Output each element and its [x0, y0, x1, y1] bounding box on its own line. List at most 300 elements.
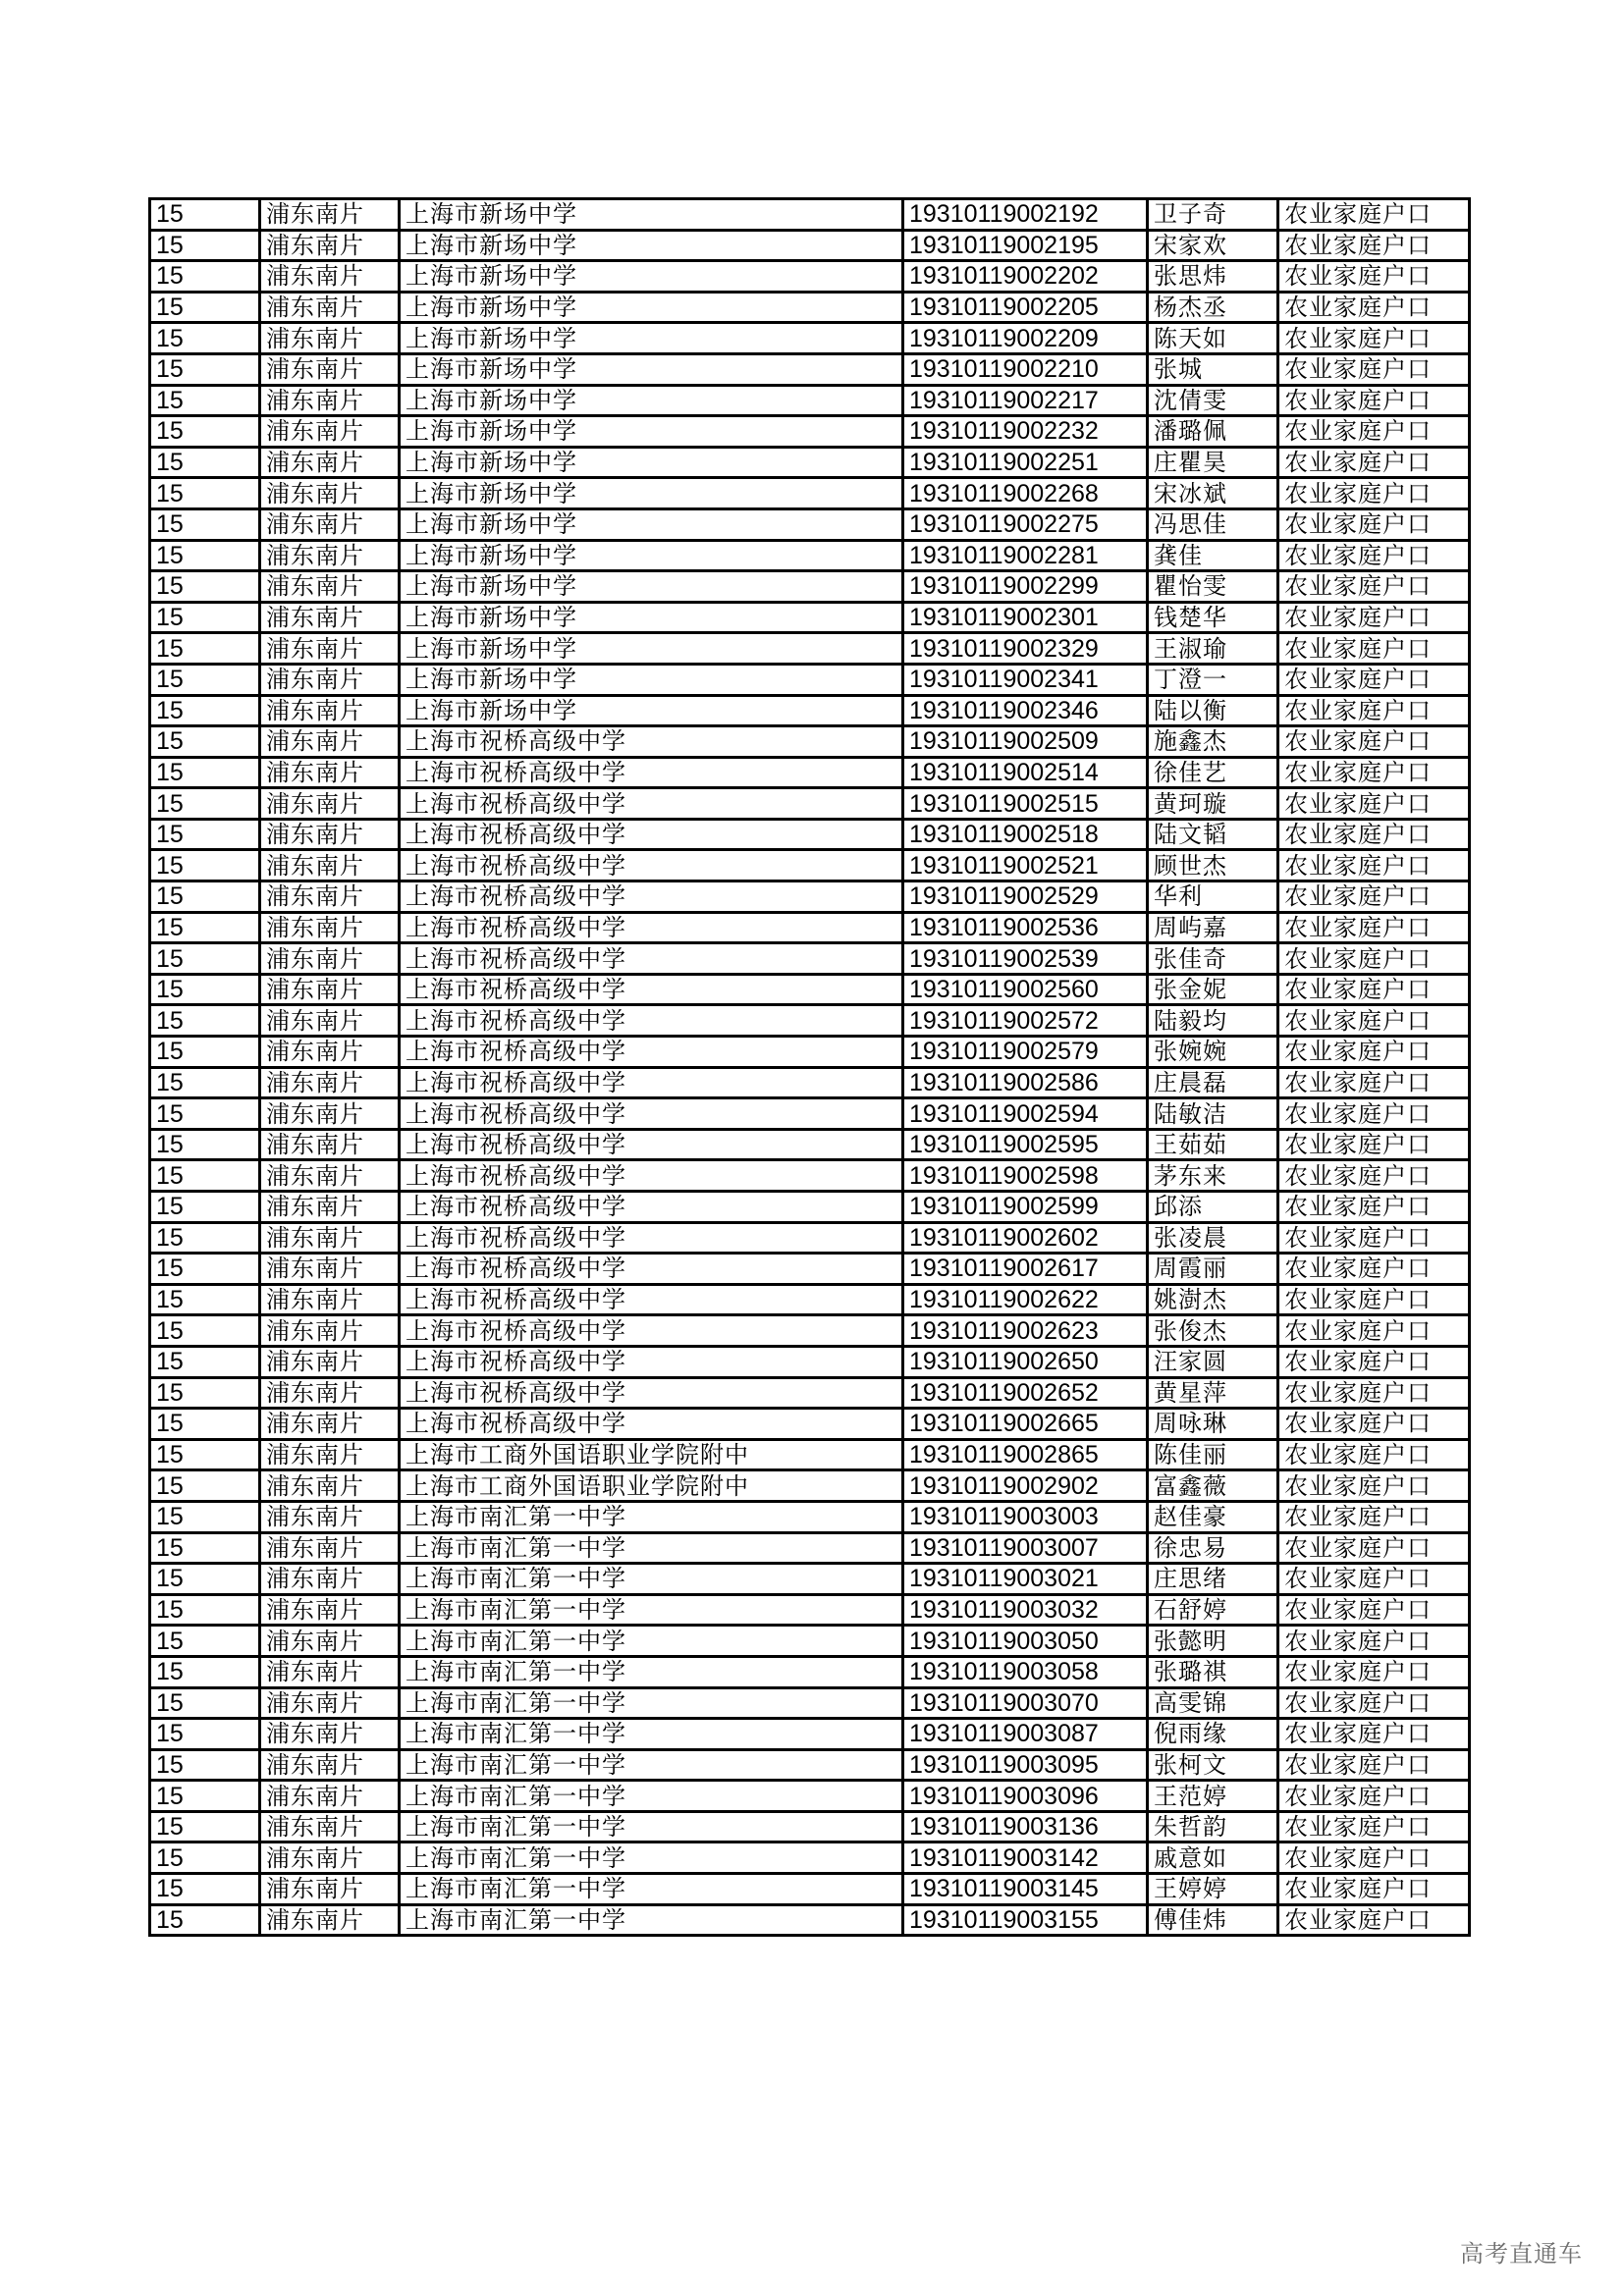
registration-number-cell: 19310119002281	[903, 540, 1148, 571]
district-code-cell: 15	[150, 416, 260, 448]
household-type-cell: 农业家庭户口	[1278, 1222, 1470, 1254]
registration-number-cell: 19310119002518	[903, 819, 1148, 850]
district-code-cell: 15	[150, 508, 260, 540]
district-code-cell: 15	[150, 261, 260, 293]
school-cell: 上海市祝桥高级中学	[400, 819, 903, 850]
registration-number-cell: 19310119002341	[903, 664, 1148, 695]
area-cell: 浦东南片	[260, 571, 400, 603]
household-type-cell: 农业家庭户口	[1278, 1874, 1470, 1905]
school-cell: 上海市祝桥高级中学	[400, 1284, 903, 1315]
household-type-cell: 农业家庭户口	[1278, 292, 1470, 323]
district-code-cell: 15	[150, 726, 260, 758]
area-cell: 浦东南片	[260, 602, 400, 633]
school-cell: 上海市新场中学	[400, 416, 903, 448]
area-cell: 浦东南片	[260, 1687, 400, 1719]
registration-number-cell: 19310119002217	[903, 385, 1148, 416]
registration-number-cell: 19310119002579	[903, 1037, 1148, 1068]
student-name-cell: 徐忠易	[1148, 1532, 1278, 1564]
household-type-cell: 农业家庭户口	[1278, 1160, 1470, 1192]
school-cell: 上海市新场中学	[400, 540, 903, 571]
registration-number-cell: 19310119003007	[903, 1532, 1148, 1564]
household-type-cell: 农业家庭户口	[1278, 230, 1470, 261]
area-cell: 浦东南片	[260, 1842, 400, 1874]
student-name-cell: 陆毅均	[1148, 1005, 1278, 1037]
table-row	[150, 1254, 1470, 1285]
school-cell: 上海市新场中学	[400, 508, 903, 540]
district-code-cell: 15	[150, 1842, 260, 1874]
registration-number-cell: 19310119003136	[903, 1811, 1148, 1842]
district-code-cell: 15	[150, 1904, 260, 1936]
table-row	[150, 1626, 1470, 1657]
household-type-cell: 农业家庭户口	[1278, 478, 1470, 509]
school-cell: 上海市南汇第一中学	[400, 1781, 903, 1812]
school-cell: 上海市祝桥高级中学	[400, 1005, 903, 1037]
school-cell: 上海市祝桥高级中学	[400, 974, 903, 1005]
registration-number-cell: 19310119003142	[903, 1842, 1148, 1874]
district-code-cell: 15	[150, 881, 260, 913]
registration-number-cell: 19310119003145	[903, 1874, 1148, 1905]
student-name-cell: 杨杰丞	[1148, 292, 1278, 323]
registration-number-cell: 19310119003032	[903, 1594, 1148, 1626]
school-cell: 上海市南汇第一中学	[400, 1501, 903, 1532]
household-type-cell: 农业家庭户口	[1278, 1781, 1470, 1812]
district-code-cell: 15	[150, 602, 260, 633]
student-name-cell: 周咏琳	[1148, 1409, 1278, 1440]
student-name-cell: 汪家圆	[1148, 1346, 1278, 1377]
area-cell: 浦东南片	[260, 881, 400, 913]
student-name-cell: 沈倩雯	[1148, 385, 1278, 416]
district-code-cell: 15	[150, 974, 260, 1005]
district-code-cell: 15	[150, 1160, 260, 1192]
table-row	[150, 1874, 1470, 1905]
school-cell: 上海市祝桥高级中学	[400, 1192, 903, 1223]
household-type-cell: 农业家庭户口	[1278, 912, 1470, 943]
district-code-cell: 15	[150, 199, 260, 231]
school-cell: 上海市南汇第一中学	[400, 1656, 903, 1687]
registration-number-cell: 19310119002268	[903, 478, 1148, 509]
district-code-cell: 15	[150, 1811, 260, 1842]
registration-number-cell: 19310119003058	[903, 1656, 1148, 1687]
student-name-cell: 张城	[1148, 353, 1278, 385]
table-row	[150, 1315, 1470, 1347]
area-cell: 浦东南片	[260, 1409, 400, 1440]
household-type-cell: 农业家庭户口	[1278, 1656, 1470, 1687]
area-cell: 浦东南片	[260, 1564, 400, 1595]
school-cell: 上海市祝桥高级中学	[400, 943, 903, 975]
registration-number-cell: 19310119003095	[903, 1749, 1148, 1781]
student-name-cell: 张思炜	[1148, 261, 1278, 293]
district-code-cell: 15	[150, 1067, 260, 1098]
table-row	[150, 1160, 1470, 1192]
household-type-cell: 农业家庭户口	[1278, 1129, 1470, 1160]
registration-number-cell: 19310119002192	[903, 199, 1148, 231]
district-code-cell: 15	[150, 850, 260, 881]
area-cell: 浦东南片	[260, 261, 400, 293]
household-type-cell: 农业家庭户口	[1278, 1284, 1470, 1315]
household-type-cell: 农业家庭户口	[1278, 695, 1470, 726]
household-type-cell: 农业家庭户口	[1278, 602, 1470, 633]
area-cell: 浦东南片	[260, 1377, 400, 1409]
household-type-cell: 农业家庭户口	[1278, 1067, 1470, 1098]
table-row	[150, 1811, 1470, 1842]
table-row	[150, 199, 1470, 231]
student-name-cell: 华利	[1148, 881, 1278, 913]
student-name-cell: 朱哲韵	[1148, 1811, 1278, 1842]
household-type-cell: 农业家庭户口	[1278, 726, 1470, 758]
district-code-cell: 15	[150, 1874, 260, 1905]
school-cell: 上海市祝桥高级中学	[400, 1067, 903, 1098]
student-name-cell: 王婷婷	[1148, 1874, 1278, 1905]
household-type-cell: 农业家庭户口	[1278, 416, 1470, 448]
registration-number-cell: 19310119002598	[903, 1160, 1148, 1192]
table-row	[150, 1409, 1470, 1440]
student-name-cell: 周霞丽	[1148, 1254, 1278, 1285]
registration-number-cell: 19310119002652	[903, 1377, 1148, 1409]
table-row	[150, 1719, 1470, 1750]
school-cell: 上海市新场中学	[400, 478, 903, 509]
student-name-cell: 庄瞿昊	[1148, 447, 1278, 478]
table-row	[150, 323, 1470, 354]
school-cell: 上海市祝桥高级中学	[400, 788, 903, 820]
district-code-cell: 15	[150, 664, 260, 695]
table-row	[150, 757, 1470, 788]
district-code-cell: 15	[150, 571, 260, 603]
household-type-cell: 农业家庭户口	[1278, 788, 1470, 820]
student-name-cell: 徐佳艺	[1148, 757, 1278, 788]
table-row	[150, 1781, 1470, 1812]
area-cell: 浦东南片	[260, 1098, 400, 1130]
table-row	[150, 819, 1470, 850]
area-cell: 浦东南片	[260, 1037, 400, 1068]
district-code-cell: 15	[150, 1501, 260, 1532]
student-name-cell: 倪雨缘	[1148, 1719, 1278, 1750]
table-row	[150, 1532, 1470, 1564]
registration-number-cell: 19310119002210	[903, 353, 1148, 385]
household-type-cell: 农业家庭户口	[1278, 1409, 1470, 1440]
area-cell: 浦东南片	[260, 1439, 400, 1470]
registration-number-cell: 19310119002539	[903, 943, 1148, 975]
district-code-cell: 15	[150, 1749, 260, 1781]
area-cell: 浦东南片	[260, 1222, 400, 1254]
district-code-cell: 15	[150, 323, 260, 354]
district-code-cell: 15	[150, 943, 260, 975]
area-cell: 浦东南片	[260, 1626, 400, 1657]
district-code-cell: 15	[150, 1377, 260, 1409]
district-code-cell: 15	[150, 385, 260, 416]
school-cell: 上海市新场中学	[400, 447, 903, 478]
student-name-cell: 张金妮	[1148, 974, 1278, 1005]
school-cell: 上海市南汇第一中学	[400, 1594, 903, 1626]
household-type-cell: 农业家庭户口	[1278, 881, 1470, 913]
school-cell: 上海市新场中学	[400, 633, 903, 665]
student-name-cell: 赵佳豪	[1148, 1501, 1278, 1532]
school-cell: 上海市新场中学	[400, 571, 903, 603]
registration-number-cell: 19310119002594	[903, 1098, 1148, 1130]
registration-number-cell: 19310119002650	[903, 1346, 1148, 1377]
school-cell: 上海市南汇第一中学	[400, 1749, 903, 1781]
household-type-cell: 农业家庭户口	[1278, 540, 1470, 571]
school-cell: 上海市祝桥高级中学	[400, 726, 903, 758]
school-cell: 上海市南汇第一中学	[400, 1532, 903, 1564]
table-row	[150, 540, 1470, 571]
registration-number-cell: 19310119002529	[903, 881, 1148, 913]
household-type-cell: 农业家庭户口	[1278, 1501, 1470, 1532]
district-code-cell: 15	[150, 1470, 260, 1502]
area-cell: 浦东南片	[260, 199, 400, 231]
registration-number-cell: 19310119002521	[903, 850, 1148, 881]
district-code-cell: 15	[150, 353, 260, 385]
area-cell: 浦东南片	[260, 819, 400, 850]
student-name-cell: 潘璐佩	[1148, 416, 1278, 448]
table-row	[150, 1346, 1470, 1377]
household-type-cell: 农业家庭户口	[1278, 1439, 1470, 1470]
table-row	[150, 1470, 1470, 1502]
table-row	[150, 230, 1470, 261]
table-row	[150, 353, 1470, 385]
student-name-cell: 王淑瑜	[1148, 633, 1278, 665]
school-cell: 上海市新场中学	[400, 695, 903, 726]
household-type-cell: 农业家庭户口	[1278, 261, 1470, 293]
district-code-cell: 15	[150, 1284, 260, 1315]
registration-number-cell: 19310119003003	[903, 1501, 1148, 1532]
table-row	[150, 1129, 1470, 1160]
area-cell: 浦东南片	[260, 943, 400, 975]
area-cell: 浦东南片	[260, 292, 400, 323]
table-row	[150, 633, 1470, 665]
registration-number-cell: 19310119002299	[903, 571, 1148, 603]
school-cell: 上海市祝桥高级中学	[400, 1409, 903, 1440]
student-name-cell: 丁澄一	[1148, 664, 1278, 695]
district-code-cell: 15	[150, 1594, 260, 1626]
student-name-cell: 宋家欢	[1148, 230, 1278, 261]
school-cell: 上海市工商外国语职业学院附中	[400, 1439, 903, 1470]
student-name-cell: 陈天如	[1148, 323, 1278, 354]
student-name-cell: 卫子奇	[1148, 199, 1278, 231]
table-row	[150, 416, 1470, 448]
area-cell: 浦东南片	[260, 478, 400, 509]
registration-number-cell: 19310119002602	[903, 1222, 1148, 1254]
district-code-cell: 15	[150, 788, 260, 820]
area-cell: 浦东南片	[260, 1160, 400, 1192]
area-cell: 浦东南片	[260, 695, 400, 726]
area-cell: 浦东南片	[260, 508, 400, 540]
household-type-cell: 农业家庭户口	[1278, 633, 1470, 665]
district-code-cell: 15	[150, 1626, 260, 1657]
household-type-cell: 农业家庭户口	[1278, 353, 1470, 385]
area-cell: 浦东南片	[260, 664, 400, 695]
student-name-cell: 陆以衡	[1148, 695, 1278, 726]
school-cell: 上海市新场中学	[400, 261, 903, 293]
table-row	[150, 788, 1470, 820]
area-cell: 浦东南片	[260, 1129, 400, 1160]
district-code-cell: 15	[150, 478, 260, 509]
table-row	[150, 1037, 1470, 1068]
area-cell: 浦东南片	[260, 1781, 400, 1812]
school-cell: 上海市南汇第一中学	[400, 1904, 903, 1936]
district-code-cell: 15	[150, 230, 260, 261]
household-type-cell: 农业家庭户口	[1278, 447, 1470, 478]
registration-number-cell: 19310119003070	[903, 1687, 1148, 1719]
school-cell: 上海市南汇第一中学	[400, 1842, 903, 1874]
household-type-cell: 农业家庭户口	[1278, 571, 1470, 603]
district-code-cell: 15	[150, 819, 260, 850]
student-name-cell: 庄思绪	[1148, 1564, 1278, 1595]
district-code-cell: 15	[150, 1222, 260, 1254]
student-name-cell: 施鑫杰	[1148, 726, 1278, 758]
watermark-text: 高考直通车	[1460, 2240, 1583, 2268]
table-row	[150, 1564, 1470, 1595]
area-cell: 浦东南片	[260, 912, 400, 943]
area-cell: 浦东南片	[260, 385, 400, 416]
table-row	[150, 508, 1470, 540]
household-type-cell: 农业家庭户口	[1278, 1037, 1470, 1068]
registration-number-cell: 19310119002572	[903, 1005, 1148, 1037]
district-code-cell: 15	[150, 540, 260, 571]
table-row	[150, 602, 1470, 633]
school-cell: 上海市南汇第一中学	[400, 1687, 903, 1719]
registration-number-cell: 19310119002301	[903, 602, 1148, 633]
table-body	[150, 199, 1470, 1936]
registration-number-cell: 19310119002599	[903, 1192, 1148, 1223]
table-row	[150, 1098, 1470, 1130]
school-cell: 上海市南汇第一中学	[400, 1564, 903, 1595]
school-cell: 上海市祝桥高级中学	[400, 1160, 903, 1192]
school-cell: 上海市南汇第一中学	[400, 1719, 903, 1750]
district-code-cell: 15	[150, 1005, 260, 1037]
school-cell: 上海市南汇第一中学	[400, 1811, 903, 1842]
household-type-cell: 农业家庭户口	[1278, 1564, 1470, 1595]
student-name-cell: 高雯锦	[1148, 1687, 1278, 1719]
table-row	[150, 447, 1470, 478]
student-name-cell: 姚澍杰	[1148, 1284, 1278, 1315]
area-cell: 浦东南片	[260, 633, 400, 665]
school-cell: 上海市祝桥高级中学	[400, 881, 903, 913]
school-cell: 上海市祝桥高级中学	[400, 1222, 903, 1254]
district-code-cell: 15	[150, 1656, 260, 1687]
table-row	[150, 1192, 1470, 1223]
area-cell: 浦东南片	[260, 974, 400, 1005]
registration-number-cell: 19310119003087	[903, 1719, 1148, 1750]
table-row	[150, 1284, 1470, 1315]
registration-number-cell: 19310119003096	[903, 1781, 1148, 1812]
school-cell: 上海市新场中学	[400, 199, 903, 231]
registration-number-cell: 19310119003050	[903, 1626, 1148, 1657]
registration-number-cell: 19310119002514	[903, 757, 1148, 788]
school-cell: 上海市祝桥高级中学	[400, 1037, 903, 1068]
district-code-cell: 15	[150, 1346, 260, 1377]
household-type-cell: 农业家庭户口	[1278, 1749, 1470, 1781]
student-name-cell: 张柯文	[1148, 1749, 1278, 1781]
district-code-cell: 15	[150, 757, 260, 788]
area-cell: 浦东南片	[260, 1874, 400, 1905]
table-row	[150, 1904, 1470, 1936]
student-name-cell: 富鑫薇	[1148, 1470, 1278, 1502]
table-row	[150, 1222, 1470, 1254]
area-cell: 浦东南片	[260, 1749, 400, 1781]
registration-number-cell: 19310119002202	[903, 261, 1148, 293]
household-type-cell: 农业家庭户口	[1278, 974, 1470, 1005]
student-name-cell: 庄晨磊	[1148, 1067, 1278, 1098]
district-code-cell: 15	[150, 1129, 260, 1160]
registration-number-cell: 19310119002560	[903, 974, 1148, 1005]
table-row	[150, 881, 1470, 913]
school-cell: 上海市祝桥高级中学	[400, 912, 903, 943]
registration-number-cell: 19310119002586	[903, 1067, 1148, 1098]
household-type-cell: 农业家庭户口	[1278, 1192, 1470, 1223]
area-cell: 浦东南片	[260, 1904, 400, 1936]
district-code-cell: 15	[150, 1098, 260, 1130]
area-cell: 浦东南片	[260, 1346, 400, 1377]
admission-list-table	[148, 197, 1471, 1937]
district-code-cell: 15	[150, 1687, 260, 1719]
district-code-cell: 15	[150, 1564, 260, 1595]
school-cell: 上海市新场中学	[400, 385, 903, 416]
school-cell: 上海市祝桥高级中学	[400, 1129, 903, 1160]
household-type-cell: 农业家庭户口	[1278, 1254, 1470, 1285]
school-cell: 上海市新场中学	[400, 664, 903, 695]
student-name-cell: 石舒婷	[1148, 1594, 1278, 1626]
student-name-cell: 顾世杰	[1148, 850, 1278, 881]
area-cell: 浦东南片	[260, 323, 400, 354]
student-name-cell: 张佳奇	[1148, 943, 1278, 975]
student-name-cell: 陈佳丽	[1148, 1439, 1278, 1470]
school-cell: 上海市祝桥高级中学	[400, 757, 903, 788]
district-code-cell: 15	[150, 1719, 260, 1750]
area-cell: 浦东南片	[260, 1005, 400, 1037]
school-cell: 上海市新场中学	[400, 292, 903, 323]
school-cell: 上海市南汇第一中学	[400, 1874, 903, 1905]
area-cell: 浦东南片	[260, 416, 400, 448]
table-row	[150, 1501, 1470, 1532]
household-type-cell: 农业家庭户口	[1278, 385, 1470, 416]
table-row	[150, 1687, 1470, 1719]
area-cell: 浦东南片	[260, 1656, 400, 1687]
district-code-cell: 15	[150, 1532, 260, 1564]
table-row	[150, 974, 1470, 1005]
school-cell: 上海市祝桥高级中学	[400, 1377, 903, 1409]
household-type-cell: 农业家庭户口	[1278, 323, 1470, 354]
student-name-cell: 黄星萍	[1148, 1377, 1278, 1409]
table-row	[150, 571, 1470, 603]
area-cell: 浦东南片	[260, 1192, 400, 1223]
table-row	[150, 1005, 1470, 1037]
registration-number-cell: 19310119002623	[903, 1315, 1148, 1347]
household-type-cell: 农业家庭户口	[1278, 1470, 1470, 1502]
table-row	[150, 261, 1470, 293]
student-name-cell: 冯思佳	[1148, 508, 1278, 540]
area-cell: 浦东南片	[260, 1470, 400, 1502]
area-cell: 浦东南片	[260, 1811, 400, 1842]
school-cell: 上海市祝桥高级中学	[400, 1346, 903, 1377]
student-name-cell: 傅佳炜	[1148, 1904, 1278, 1936]
household-type-cell: 农业家庭户口	[1278, 819, 1470, 850]
student-name-cell: 陆敏洁	[1148, 1098, 1278, 1130]
school-cell: 上海市新场中学	[400, 602, 903, 633]
school-cell: 上海市新场中学	[400, 353, 903, 385]
student-name-cell: 钱楚华	[1148, 602, 1278, 633]
district-code-cell: 15	[150, 1315, 260, 1347]
registration-number-cell: 19310119002209	[903, 323, 1148, 354]
household-type-cell: 农业家庭户口	[1278, 1098, 1470, 1130]
registration-number-cell: 19310119003155	[903, 1904, 1148, 1936]
table-row	[150, 943, 1470, 975]
household-type-cell: 农业家庭户口	[1278, 1005, 1470, 1037]
household-type-cell: 农业家庭户口	[1278, 850, 1470, 881]
household-type-cell: 农业家庭户口	[1278, 508, 1470, 540]
district-code-cell: 15	[150, 1192, 260, 1223]
area-cell: 浦东南片	[260, 1719, 400, 1750]
student-name-cell: 邱添	[1148, 1192, 1278, 1223]
